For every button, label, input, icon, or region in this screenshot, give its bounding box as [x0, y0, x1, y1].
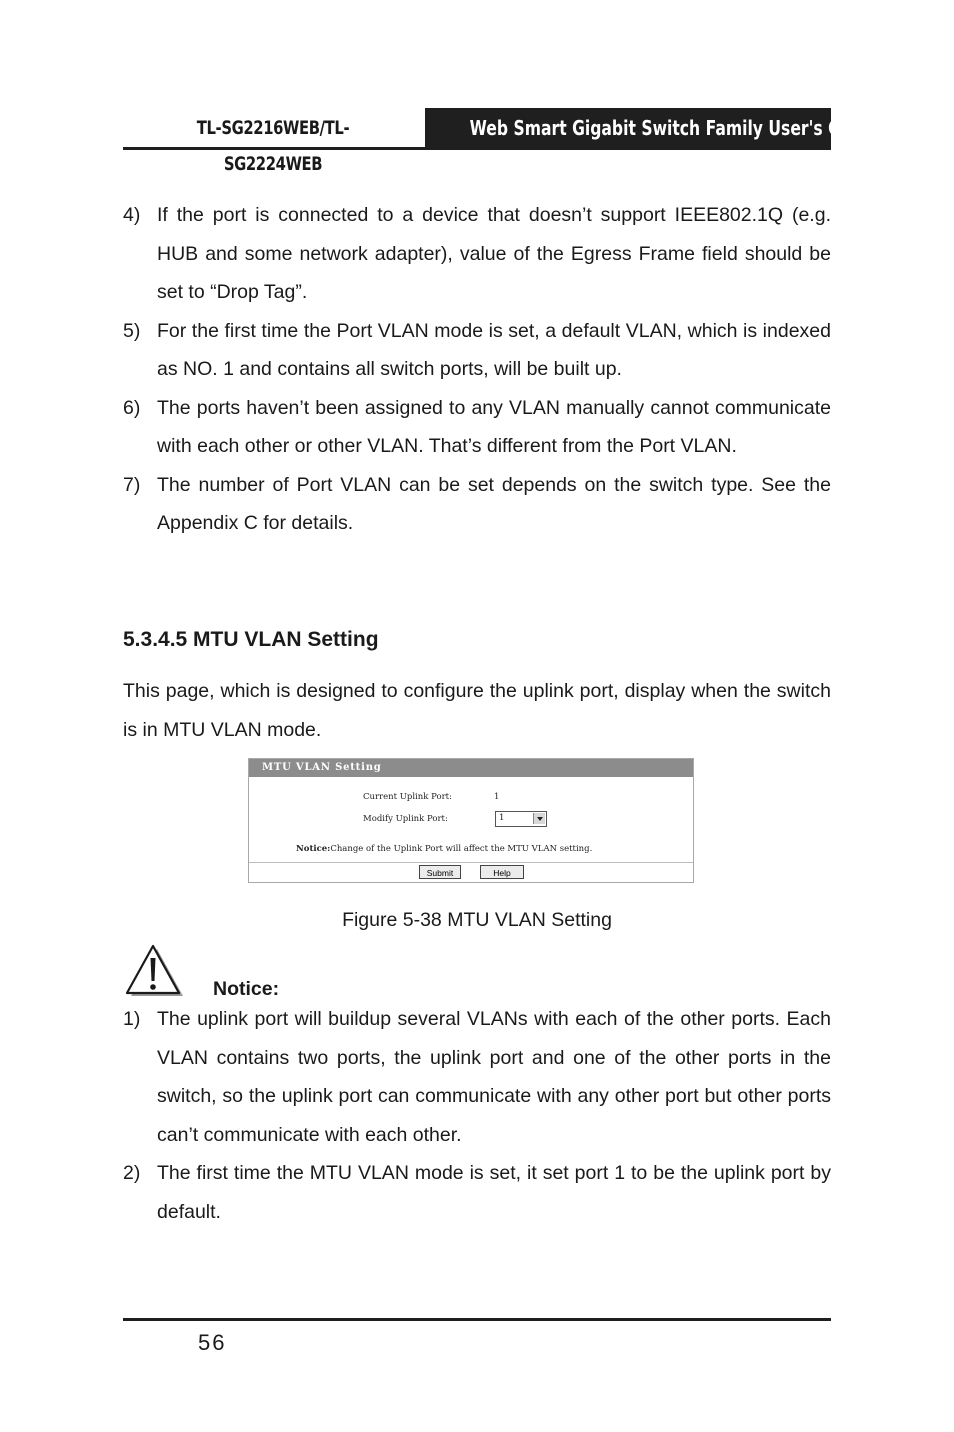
list-item: [123, 389, 831, 466]
vlan-notes-list: [123, 196, 831, 543]
screenshot-title: MTU VLAN Setting: [249, 759, 693, 777]
list-item-text: The first time the MTU VLAN mode is set, it set port 1 to be the uplink port by default.: [157, 1162, 831, 1223]
list-item-number: 4): [123, 204, 141, 226]
screenshot-divider: [249, 862, 693, 863]
list-item-number: 5): [123, 319, 141, 342]
list-item-number: 7): [123, 473, 141, 496]
screenshot-notice-label: Notice:: [296, 844, 331, 854]
list-item-text: The uplink port will buildup several VLANs with each of the other ports. Each VLAN contains two ports, the uplink port and one of the other ports in the switch, so the uplink port can communicate with any other port but other ports can’t communicate with each other.: [157, 1008, 831, 1146]
list-item-text: The ports haven’t been assigned to any VLAN manually cannot communicate with each other or other VLAN. That’s different from the Port VLAN.: [157, 396, 831, 457]
list-item-number: 6): [123, 396, 141, 419]
notice-list: [123, 1000, 831, 1231]
header-model: TL-SG2216WEB/TL-SG2224WEB: [196, 117, 350, 175]
modify-uplink-select[interactable]: [495, 811, 547, 827]
chevron-down-icon[interactable]: [533, 813, 545, 824]
modify-uplink-label: Modify Uplink Port:: [363, 814, 448, 824]
list-item: [123, 196, 831, 312]
page-number: 56: [198, 1330, 227, 1355]
screenshot-notice: [296, 844, 592, 854]
screenshot-notice-text: Change of the Uplink Port will affect the MTU VLAN setting.: [330, 844, 593, 854]
header-guide-title: Web Smart Gigabit Switch Family User's Guide: [469, 116, 880, 140]
list-item: [123, 1000, 831, 1154]
list-item: [123, 312, 831, 389]
list-item: [123, 1154, 831, 1231]
help-button[interactable]: Help: [480, 865, 524, 879]
list-item-number: 2): [123, 1162, 141, 1184]
list-item-text: The number of Port VLAN can be set depends on the switch type. See the Appendix C for details.: [157, 473, 831, 534]
mtu-vlan-setting-screenshot: [248, 758, 694, 883]
section-title: 5.3.4.5 MTU VLAN Setting: [123, 628, 379, 651]
header-guide-title-box: [425, 108, 880, 148]
list-item-number: 1): [123, 1008, 141, 1030]
footer-rule: [123, 1318, 831, 1321]
current-uplink-label: Current Uplink Port:: [363, 792, 452, 802]
section-intro: This page, which is designed to configure the uplink port, display when the switch is in MTU VLAN mode.: [123, 680, 831, 741]
notice-label: Notice:: [213, 978, 280, 1000]
current-uplink-value: 1: [494, 792, 500, 802]
submit-button[interactable]: Submit: [419, 865, 461, 879]
warning-icon: [124, 944, 186, 1000]
modify-uplink-value: 1: [499, 813, 505, 823]
figure-caption: Figure 5-38 MTU VLAN Setting: [342, 909, 612, 931]
list-item-text: For the first time the Port VLAN mode is set, a default VLAN, which is indexed as NO. 1 and contains all switch ports, will be built up.: [157, 319, 831, 380]
list-item-text: If the port is connected to a device that doesn’t support IEEE802.1Q (e.g. HUB and some network adapter), value of the Egress Frame field should be set to “Drop Tag”.: [157, 204, 831, 303]
header-rule: [123, 147, 831, 150]
list-item: [123, 466, 831, 543]
